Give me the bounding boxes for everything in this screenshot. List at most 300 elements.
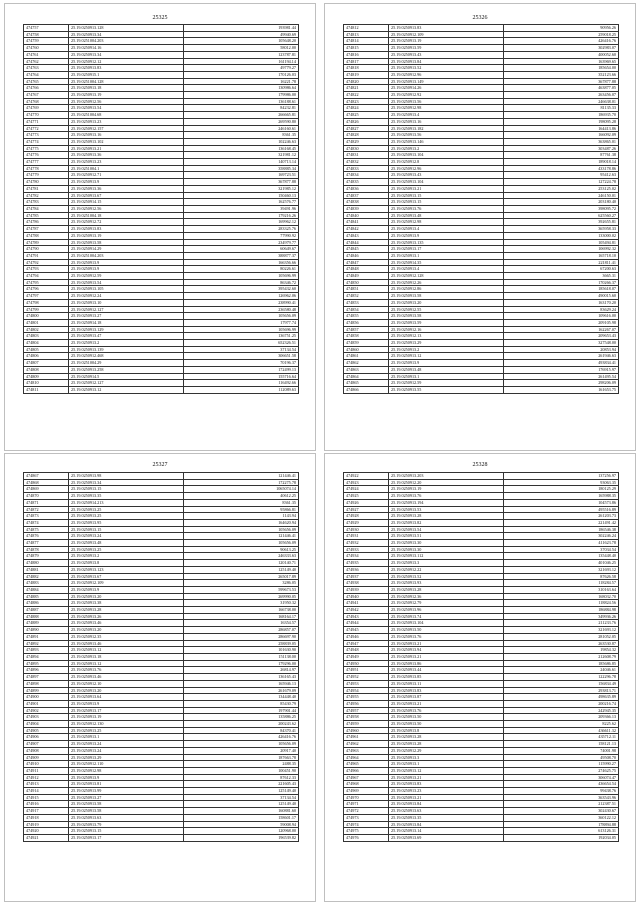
row-id-cell: 474972 [344,808,389,815]
row-id-cell: 474917 [24,808,69,815]
table-row [344,707,619,714]
row-code-cell: 25.19.0250913.74 [389,613,504,620]
row-amount-cell: 261203.73 [504,513,619,520]
row-code-cell: 25.19.0250913.46 [69,640,184,647]
row-id-cell: 474850 [344,279,389,286]
row-id-cell: 474919 [24,821,69,828]
row-code-cell: 25.19.0250913.12 [69,660,184,667]
row-code-cell: 25.19.0250913.12 [389,353,504,360]
row-code-cell: 25.19.0250913.139 [69,346,184,353]
row-amount-cell: 164620.94 [184,519,299,526]
row-id-cell: 474760 [24,45,69,52]
table-row [344,721,619,728]
row-code-cell: 25.19.0250912.96 [389,165,504,172]
row-amount-cell: 392655.81 [504,219,619,226]
row-code-cell: 25.19.0250914.15 [69,199,184,206]
row-id-cell: 474948 [344,647,389,654]
row-amount-cell: 176915.97 [504,366,619,373]
row-amount-cell: 358885.34 [184,165,299,172]
row-amount-cell: 1065074.14 [184,486,299,493]
row-id-cell: 474877 [24,540,69,547]
row-code-cell: 25.19.0250913.35 [389,814,504,821]
row-amount-cell: 84370.41 [184,727,299,734]
row-id-cell: 474826 [344,118,389,125]
table-row [24,112,299,119]
row-amount-cell: 133000.02 [504,232,619,239]
row-amount-cell: 105648.20 [184,38,299,45]
row-id-cell: 474790 [24,246,69,253]
row-amount-cell: 281052.05 [504,633,619,640]
row-amount-cell: 118284.57 [504,580,619,587]
row-amount-cell: 179986.00 [184,92,299,99]
table-row [344,58,619,65]
row-amount-cell: 365958.33 [504,226,619,233]
row-id-cell: 474958 [344,714,389,721]
table-row [24,386,299,393]
table-row [344,326,619,333]
row-code-cell: 25.19.0250912.109 [389,31,504,38]
table-row [24,259,299,266]
row-amount-cell: 58012.00 [184,45,299,52]
row-code-cell: 25.19.0250912.130 [69,721,184,728]
row-amount-cell: 302430.67 [504,808,619,815]
table-row [24,828,299,835]
row-code-cell: 25.19.0250913.9 [69,700,184,707]
row-amount-cell: 122296.78 [504,674,619,681]
page-title: 25326 [472,15,488,21]
row-amount-cell: 161653.75 [504,386,619,393]
row-id-cell: 474796 [24,286,69,293]
row-id-cell: 474903 [24,714,69,721]
row-id-cell: 474874 [24,519,69,526]
table-row [24,92,299,99]
table-row [24,293,299,300]
row-id-cell: 474945 [344,627,389,634]
row-id-cell: 474865 [344,380,389,387]
row-code-cell: 25.19.0250913.56 [389,132,504,139]
row-amount-cell: 436654.54 [504,781,619,788]
row-amount-cell: 172275.78 [184,479,299,486]
table-row [344,333,619,340]
row-id-cell: 474793 [24,266,69,273]
table-row [344,239,619,246]
row-code-cell: 25.19.0250913.19 [389,486,504,493]
row-id-cell: 474774 [24,138,69,145]
row-amount-cell: 105696.99 [184,326,299,333]
table-row [24,273,299,280]
row-code-cell: 25.19.0250913.46 [69,620,184,627]
row-code-cell: 25.19.0250913.83 [69,65,184,72]
table-row [24,366,299,373]
row-amount-cell: 67200.63 [504,266,619,273]
row-id-cell: 474929 [344,519,389,526]
row-amount-cell: 234979.77 [184,239,299,246]
row-id-cell: 474805 [24,346,69,353]
row-code-cell: 25.19.0250913.35 [69,493,184,500]
row-amount-cell: 193981.44 [184,25,299,32]
row-id-cell: 474855 [344,313,389,320]
row-id-cell: 474817 [344,58,389,65]
row-code-cell: 25.19.0250913.79 [69,821,184,828]
row-code-cell: 25.19.0250913.59 [389,45,504,52]
row-id-cell: 474782 [24,192,69,199]
row-code-cell: 25.19.0250913.54 [389,526,504,533]
row-code-cell: 25.19.0250913.50 [389,714,504,721]
row-id-cell: 474863 [344,366,389,373]
row-id-cell: 474776 [24,152,69,159]
row-amount-cell: 165988.35 [504,493,619,500]
row-amount-cell: 259018.25 [504,31,619,38]
row-code-cell: 25.19.0250913.28 [389,741,504,748]
row-code-cell: 25.19.0250912.35 [69,633,184,640]
row-amount-cell: 246638.01 [504,98,619,105]
row-id-cell: 474931 [344,533,389,540]
row-code-cell: 25.19.0250913.34 [69,479,184,486]
row-code-cell: 25.19.0250913.34 [69,31,184,38]
row-code-cell: 25.19.0250913.19 [69,714,184,721]
row-id-cell: 474833 [344,165,389,172]
table-row [344,761,619,768]
table-row [344,25,619,32]
row-code-cell: 25.19.0250912.98 [389,105,504,112]
table-row [24,493,299,500]
table-row [344,620,619,627]
table-row [344,118,619,125]
table-row [344,71,619,78]
table-row [344,259,619,266]
row-code-cell: 25.19.0250913.2 [69,553,184,560]
row-amount-cell: 136188.61 [184,98,299,105]
row-code-cell: 25.19.0250913.58 [389,293,504,300]
row-id-cell: 474881 [24,566,69,573]
row-amount-cell: 166092.09 [504,132,619,139]
row-amount-cell: 398095.72 [504,205,619,212]
page-25328 [324,453,636,902]
row-amount-cell: 155716.64 [184,373,299,380]
row-code-cell: 25.19.0250914.29 [69,246,184,253]
row-amount-cell: 236580.48 [184,306,299,313]
table-row [344,78,619,85]
table-row [344,212,619,219]
row-code-cell: 25.19.0250914.16 [69,45,184,52]
row-code-cell: 25.19.0250913.17 [69,834,184,841]
row-amount-cell: 212608.79 [504,653,619,660]
table-row [344,633,619,640]
table-row [344,286,619,293]
table-row [24,58,299,65]
row-code-cell: 25.19.0250913.83 [389,25,504,32]
row-id-cell: 474813 [344,31,389,38]
row-code-cell: 25.19.0250912.55 [389,306,504,313]
table-row [24,607,299,614]
row-amount-cell: 37034.54 [504,546,619,553]
row-id-cell: 474934 [344,553,389,560]
row-id-cell: 474853 [344,299,389,306]
row-code-cell: 25.19.0250913.85 [389,674,504,681]
row-amount-cell: 105656.09 [184,741,299,748]
row-id-cell: 474767 [24,92,69,99]
table-row [24,687,299,694]
row-amount-cell: 166738.00 [184,607,299,614]
row-id-cell: 474975 [344,828,389,835]
row-amount-cell: 112089.63 [184,386,299,393]
row-code-cell: 25.19.0250913.3 [389,754,504,761]
row-code-cell: 25.19.0250912.20 [389,479,504,486]
row-amount-cell: 70196.37 [184,360,299,367]
row-code-cell: 25.19.0250913.25 [69,513,184,520]
row-amount-cell: 106992.32 [504,246,619,253]
row-code-cell: 25.19.0250912.127 [69,306,184,313]
row-amount-cell: 298206.09 [504,380,619,387]
table-row [24,513,299,520]
row-code-cell: 25.19.0250912.86 [389,286,504,293]
page-25326 [324,3,636,451]
table-row [344,754,619,761]
row-amount-cell: 274625.75 [504,767,619,774]
row-id-cell: 474800 [24,313,69,320]
row-amount-cell: 263456.07 [504,92,619,99]
row-amount-cell: 209653.43 [504,333,619,340]
row-amount-cell: 261495.54 [504,373,619,380]
row-amount-cell: 310163.64 [504,586,619,593]
row-code-cell: 25.19.0250913.76 [389,707,504,714]
row-id-cell: 474963 [344,747,389,754]
row-amount-cell: 105494.81 [504,239,619,246]
page-25327 [4,453,316,902]
row-code-cell: 25.19.0250913.84 [389,58,504,65]
row-id-cell: 474772 [24,125,69,132]
row-code-cell: 25.19.0250913.12 [389,767,504,774]
row-amount-cell: 136751.25 [184,333,299,340]
table-row [344,125,619,132]
row-amount-cell: 495516.89 [504,506,619,513]
row-amount-cell: 49508.70 [504,754,619,761]
row-amount-cell: 162267.07 [504,326,619,333]
row-amount-cell: 120140.71 [184,560,299,567]
row-code-cell: 25.19.0250913.182 [389,125,504,132]
table-row [344,205,619,212]
row-amount-cell: 118824.56 [504,600,619,607]
table-row [24,767,299,774]
table-row [24,279,299,286]
row-id-cell: 474844 [344,239,389,246]
row-id-cell: 474957 [344,707,389,714]
table-row [344,132,619,139]
row-code-cell: 25.19.0250913.30 [389,546,504,553]
row-id-cell: 474857 [344,326,389,333]
row-amount-cell: 115990.27 [504,761,619,768]
row-code-cell: 25.19.0250913.21 [389,700,504,707]
row-code-cell: 25.19.0250913.76 [389,633,504,640]
row-amount-cell: 261679.09 [184,687,299,694]
row-amount-cell: 162576.77 [184,199,299,206]
table-row [344,51,619,58]
row-id-cell: 474777 [24,159,69,166]
row-id-cell: 474758 [24,31,69,38]
row-amount-cell: 93063.35 [504,479,619,486]
row-id-cell: 474905 [24,727,69,734]
row-code-cell: 25.19.0250912.79 [389,600,504,607]
table-row [24,834,299,841]
table-row [24,373,299,380]
table-row [344,306,619,313]
row-code-cell: 25.19.0250913.102 [69,138,184,145]
row-id-cell: 474856 [344,319,389,326]
row-amount-cell: 116492.66 [184,380,299,387]
table-row [344,499,619,506]
row-amount-cell: 17977.74 [184,319,299,326]
row-amount-cell: 186546.38 [504,526,619,533]
table-row [344,360,619,367]
row-id-cell: 474922 [344,473,389,480]
table-row [344,781,619,788]
row-id-cell: 474769 [24,105,69,112]
row-amount-cell: 189018.14 [504,159,619,166]
row-code-cell: 25.19.0250913.20 [69,627,184,634]
table-row [24,667,299,674]
row-id-cell: 474866 [344,386,389,393]
table-row [24,313,299,320]
table-row [344,600,619,607]
row-amount-cell: 123787.81 [184,51,299,58]
row-amount-cell: 302246.24 [504,533,619,540]
row-amount-cell: 101630.90 [184,647,299,654]
table-row [344,774,619,781]
row-code-cell: 25.19.0250913.9 [69,586,184,593]
row-id-cell: 474823 [344,98,389,105]
row-code-cell: 25.19.0250913.146 [389,138,504,145]
row-code-cell: 25.19.0250913.21 [389,794,504,801]
row-amount-cell: 263530.87 [504,640,619,647]
row-id-cell: 474842 [344,226,389,233]
row-code-cell: 25.19.0250912.92 [389,92,504,99]
table-row [24,353,299,360]
row-amount-cell: 395432.60 [184,286,299,293]
row-amount-cell: 3665.31 [504,273,619,280]
row-code-cell: 25.19.0250913.2 [389,346,504,353]
table-row [24,519,299,526]
row-id-cell: 474770 [24,112,69,119]
table-row [24,741,299,748]
row-id-cell: 474836 [344,185,389,192]
row-code-cell: 25.19.0250913.25 [69,727,184,734]
row-id-cell: 474794 [24,273,69,280]
row-code-cell: 25.19.0250913.24 [69,747,184,754]
row-id-cell: 474973 [344,814,389,821]
row-id-cell: 474920 [24,828,69,835]
row-code-cell: 25.19.0250913.18 [69,85,184,92]
row-id-cell: 474785 [24,212,69,219]
table-row [344,232,619,239]
row-id-cell: 474804 [24,340,69,347]
row-code-cell: 25.19.0250913.34 [69,51,184,58]
row-amount-cell: 104573.86 [504,499,619,506]
row-code-cell: 25.19.0250913.58 [389,313,504,320]
table-row [344,828,619,835]
row-id-cell: 474954 [344,687,389,694]
table-row [344,627,619,634]
row-id-cell: 474810 [24,380,69,387]
row-id-cell: 474924 [344,486,389,493]
table-row [344,788,619,795]
row-code-cell: 25.19.0250913.2 [389,145,504,152]
row-code-cell: 25.19.0250913.51 [389,533,504,540]
table-row [344,741,619,748]
row-id-cell: 474814 [344,38,389,45]
row-id-cell: 474891 [24,633,69,640]
table-row [24,533,299,540]
table-row [344,479,619,486]
row-amount-cell: 186884.98 [504,607,619,614]
table-row [24,586,299,593]
row-id-cell: 474764 [24,71,69,78]
row-code-cell: 25.19.0250912.109 [69,580,184,587]
table-row [24,580,299,587]
row-amount-cell: 161194.14 [184,58,299,65]
row-amount-cell: 85430.79 [184,700,299,707]
table-row [344,613,619,620]
row-amount-cell: 613126.31 [504,828,619,835]
row-code-cell: 25.19.0251004.1 [69,165,184,172]
row-id-cell: 474883 [24,580,69,587]
row-id-cell: 474762 [24,58,69,65]
row-id-cell: 474781 [24,185,69,192]
table-row [344,814,619,821]
table-row [24,380,299,387]
table-row [344,586,619,593]
row-amount-cell: 426416.76 [184,734,299,741]
row-code-cell: 25.19.0250913.104 [389,620,504,627]
row-id-cell: 474803 [24,333,69,340]
row-id-cell: 474946 [344,633,389,640]
table-row [24,346,299,353]
row-code-cell: 25.19.0250913.128 [69,25,184,32]
row-code-cell: 25.19.0250913.12 [69,386,184,393]
row-amount-cell: 185686.85 [504,660,619,667]
row-amount-cell: 125149.40 [184,788,299,795]
row-amount-cell: 8361.35 [184,132,299,139]
page-table [343,472,619,842]
row-amount-cell: 265017.89 [184,573,299,580]
row-id-cell: 474897 [24,674,69,681]
row-id-cell: 474892 [24,640,69,647]
row-id-cell: 474837 [344,192,389,199]
table-row [24,118,299,125]
table-row [344,473,619,480]
row-code-cell: 25.19.0250913.20 [389,299,504,306]
table-row [344,92,619,99]
row-amount-cell: 599673.53 [184,586,299,593]
table-row [344,366,619,373]
row-code-cell: 25.19.0250913.1 [389,373,504,380]
row-code-cell: 25.19.0250913.86 [389,660,504,667]
row-amount-cell: 211233.76 [504,620,619,627]
row-amount-cell: 238990.41 [184,299,299,306]
row-amount-cell: 179296.00 [184,660,299,667]
row-id-cell: 474909 [24,754,69,761]
row-id-cell: 474784 [24,205,69,212]
row-code-cell: 25.19.0250913.20 [69,687,184,694]
row-amount-cell: 306651.58 [184,353,299,360]
table-row [344,172,619,179]
row-id-cell: 474861 [344,353,389,360]
table-row [344,279,619,286]
row-code-cell: 25.19.0250913.28 [389,586,504,593]
table-row [24,814,299,821]
row-amount-cell: 1143.94 [184,513,299,520]
row-amount-cell: 327548.00 [504,340,619,347]
table-row [24,226,299,233]
